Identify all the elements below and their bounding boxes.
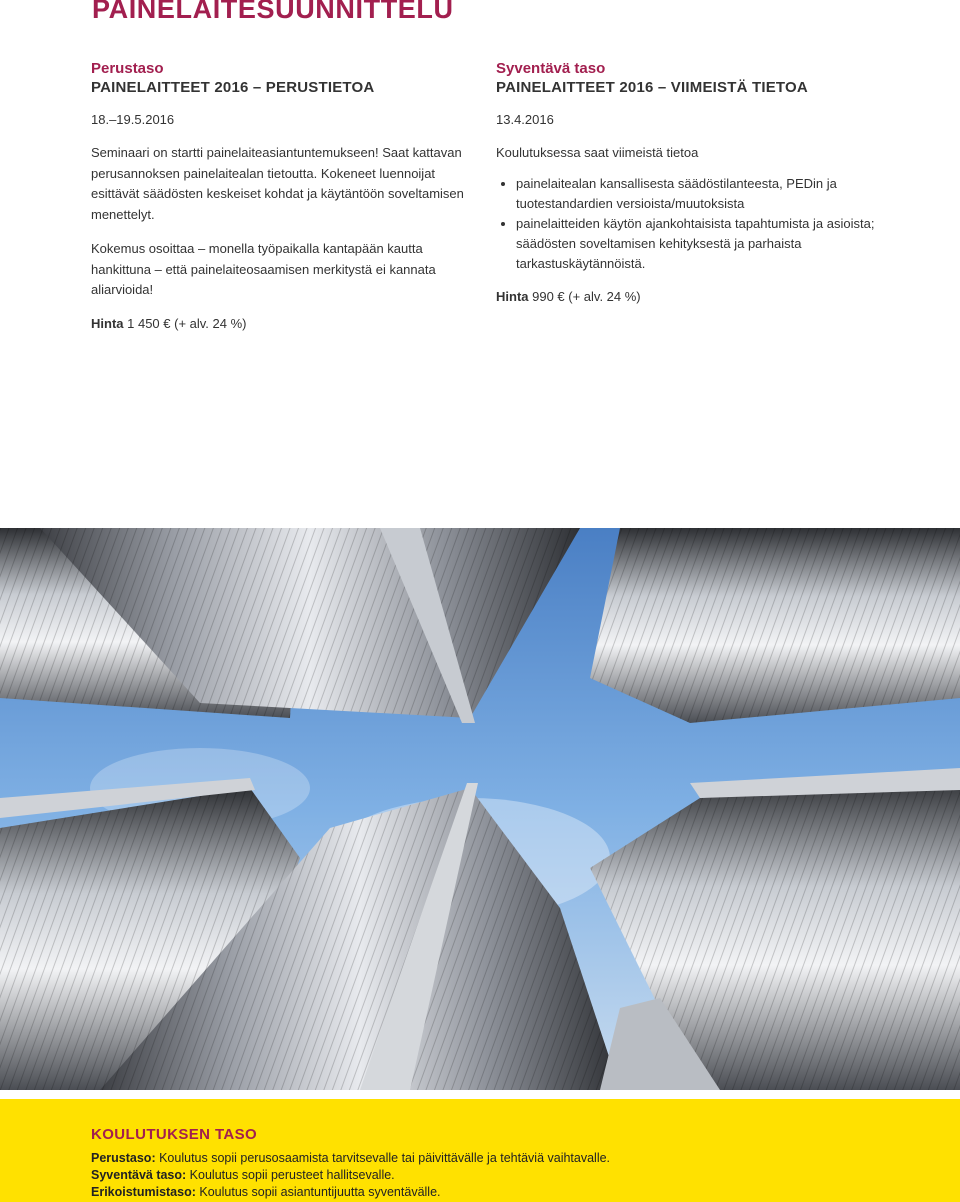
silos-image bbox=[0, 528, 960, 1090]
level-line bbox=[91, 1150, 610, 1167]
course-intro: Koulutuksessa saat viimeistä tietoa bbox=[496, 145, 699, 160]
course-advanced bbox=[496, 60, 876, 306]
course-basic bbox=[91, 60, 471, 333]
level-descriptions bbox=[91, 1150, 610, 1201]
page-title: PAINELAITESUUNNITTELU bbox=[92, 0, 454, 24]
price-value: 990 € (+ alv. 24 %) bbox=[532, 288, 641, 304]
course-description: Kokemus osoittaa – monella työpaikalla kantapään kautta hankittuna – että painelaiteosaamisen merkitystä ei kannata aliarvioida! bbox=[91, 241, 436, 297]
course-title: PAINELAITTEET 2016 – VIIMEISTÄ TIETOA bbox=[496, 79, 808, 96]
price-label: Hinta bbox=[91, 315, 124, 331]
footer-title: KOULUTUKSEN TASO bbox=[91, 1126, 258, 1143]
course-topics bbox=[496, 174, 876, 274]
course-date: 18.–19.5.2016 bbox=[91, 112, 175, 127]
level-text: Koulutus sopii perusteet hallitsevalle. bbox=[189, 1168, 395, 1182]
level-label: Perustaso: bbox=[91, 1151, 156, 1165]
price-label: Hinta bbox=[496, 288, 529, 304]
silo-photo bbox=[0, 528, 960, 1090]
course-price bbox=[496, 288, 876, 306]
price-value: 1 450 € (+ alv. 24 %) bbox=[127, 315, 247, 331]
level-label: Syventävä taso: bbox=[91, 1168, 187, 1182]
level-label: Erikoistumistaso: bbox=[91, 1185, 196, 1199]
level-text: Koulutus sopii asiantuntijuutta syventävälle. bbox=[199, 1185, 441, 1199]
course-price bbox=[91, 315, 471, 333]
level-text: Koulutus sopii perusosaamista tarvitsevalle tai päivittävälle ja tehtäviä vaihtavalle. bbox=[159, 1151, 611, 1165]
course-level: Perustaso bbox=[91, 60, 164, 77]
course-title: PAINELAITTEET 2016 – PERUSTIETOA bbox=[91, 79, 375, 96]
course-description: Seminaari on startti painelaiteasiantuntemukseen! Saat kattavan perusannoksen painelaitealan tietoutta. Kokeneet luennoijat esittävät säädösten keskeiset kohdat ja käytäntöön soveltamisen menettelyt. bbox=[91, 145, 464, 222]
course-level: Syventävä taso bbox=[496, 60, 606, 77]
course-level-info bbox=[0, 1099, 960, 1202]
list-item: • painelaitteiden käytön ajankohtaisista tapahtumista ja asioista; säädösten soveltamisen kehityksestä ja parhaista tarkastuskäytännöistä. bbox=[516, 214, 876, 274]
list-item: • painelaitealan kansallisesta säädöstilanteesta, PEDin ja tuotestandardien versioista/muutoksista bbox=[516, 174, 876, 214]
course-date: 13.4.2016 bbox=[496, 112, 554, 127]
level-line bbox=[91, 1184, 610, 1201]
level-line bbox=[91, 1167, 610, 1184]
